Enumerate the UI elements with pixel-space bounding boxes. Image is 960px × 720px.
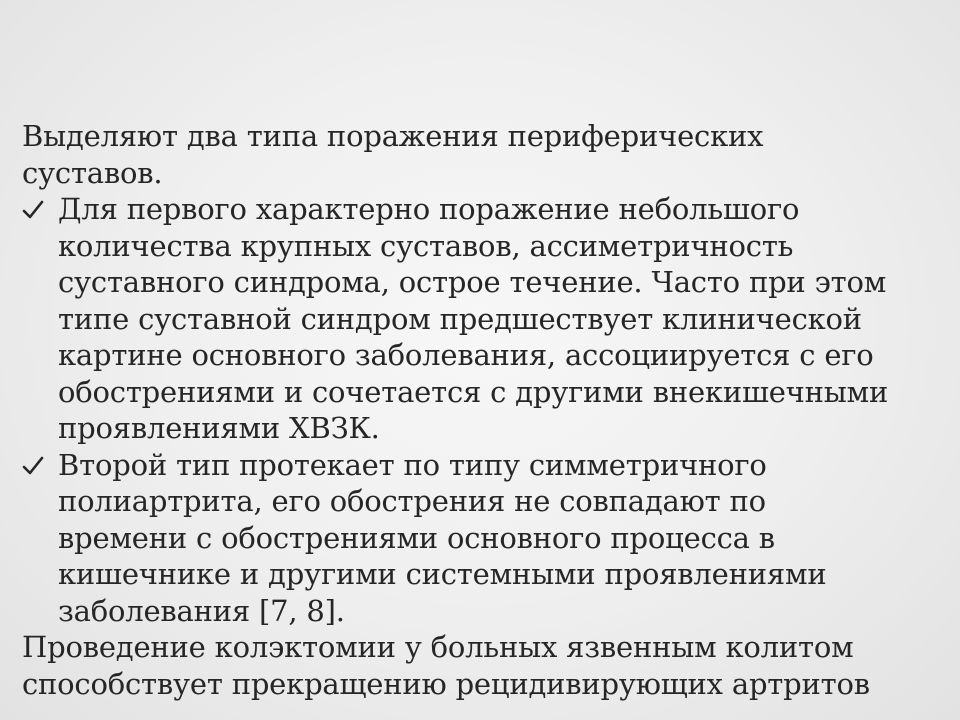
outro-line: способствует прекращению рецидивирующих артритов [22,666,870,701]
check-icon [22,199,44,221]
bullet-line: проявлениями ХВЗК. [58,411,380,445]
bullet-line: обострениями и сочетается с другими внекишечными [58,374,889,409]
slide-body [22,118,942,702]
intro-line: суставов. [22,155,163,190]
outro-paragraph [22,629,942,702]
intro-paragraph [22,118,942,191]
bullet-line: Второй тип протекает по типу симметричного [58,447,767,482]
bullet-item-second-type [22,447,942,630]
bullet-line: полиартрита, его обострения не совпадают по [58,484,766,518]
bullet-line: кишечнике и другими системными проявлениями [58,557,827,591]
bullet-item-first-type [22,191,942,447]
intro-line: Выделяют два типа поражения периферических [22,119,764,153]
bullet-line: времени с обострениями основного процесса в [58,520,775,555]
bullet-line: заболевания [7, 8]. [58,593,345,628]
check-icon [22,455,44,477]
bullet-line: типе суставной синдром предшествует клинической [58,301,862,336]
bullet-line: картине основного заболевания, ассоциируется с его [58,338,874,372]
bullet-line: количества крупных суставов, ассиметричность [58,228,794,263]
bullet-line: суставного синдрома, острое течение. Часто при этом [58,265,887,299]
bullet-line: Для первого характерно поражение небольшого [58,192,800,226]
outro-line: Проведение колэктомии у больных язвенным колитом [22,630,854,664]
